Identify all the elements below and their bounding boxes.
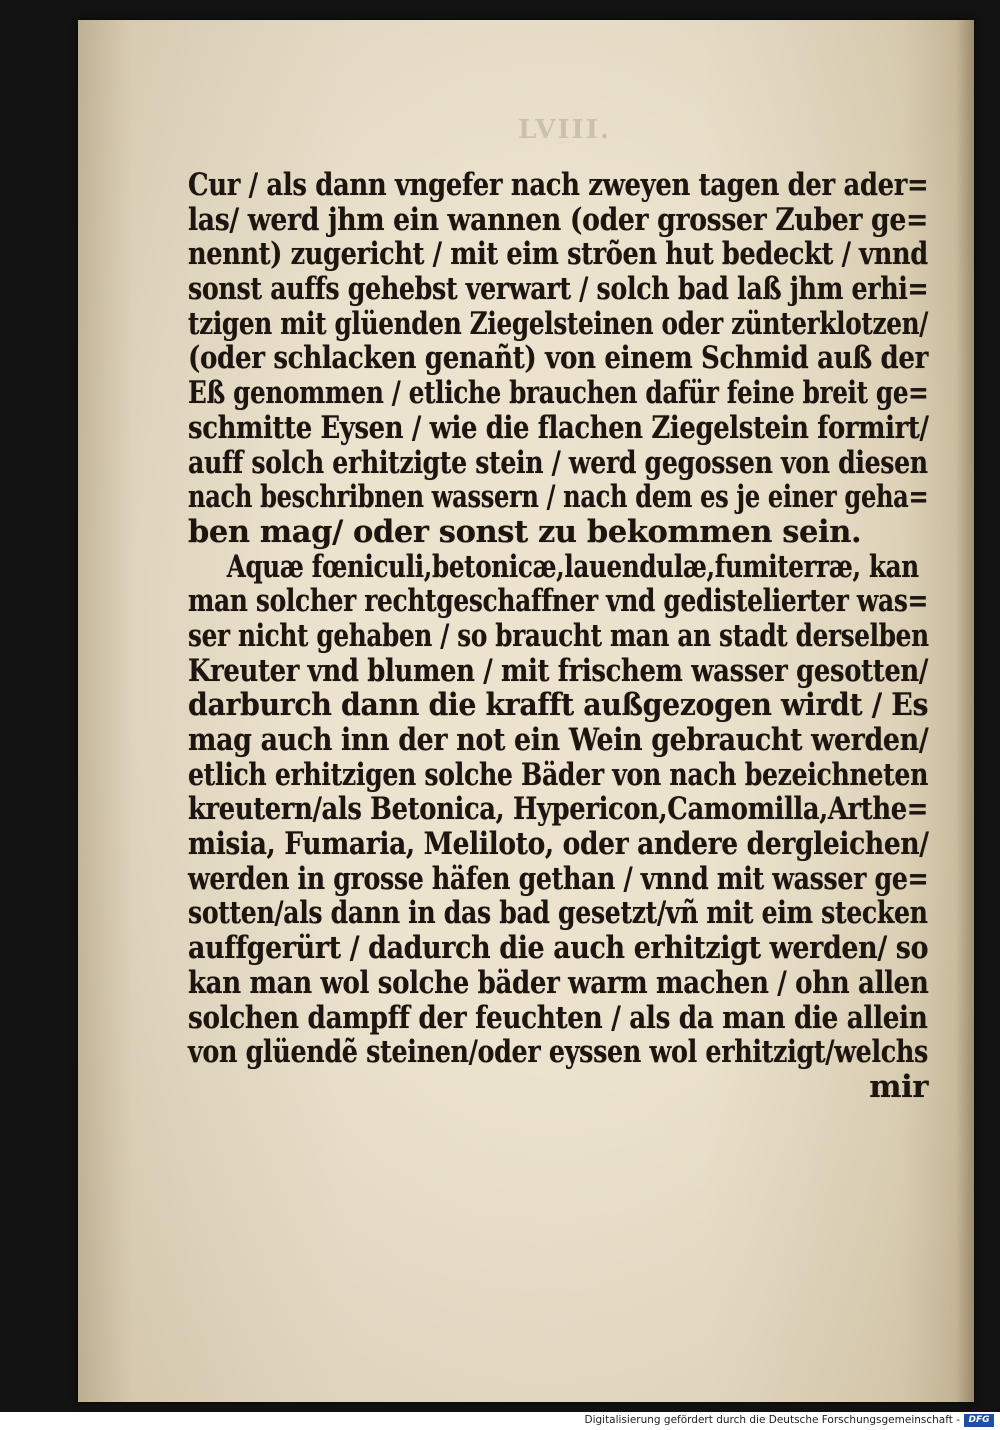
text-line: kan man wol solche bäder warm machen / ohn allen [188,964,929,1001]
text-line: solchen dampff der feuchten / als da man die allein [188,999,928,1036]
text-line: Cur / als dann vngefer nach zweyen tagen der ader= [188,167,929,203]
text-line: nach beschribnen wassern / nach dem es je einer geha= [188,479,929,516]
funding-credit: Digitalisierung gefördert durch die Deutsche Forschungsgemeinschaft - [584,1414,960,1426]
text-line: etlich erhitzigen solche Bäder von nach bezeichneten [188,756,929,793]
paragraph-start-line: Aquæ fœniculi,betonicæ,lauendulæ,fumiterræ, kan [226,548,919,585]
text-line: ben mag/ oder sonst zu bekommen sein. [188,513,862,550]
text-line: ser nicht gehaben / so braucht man an stadt derselben [188,617,929,654]
text-line: von glüendẽ steinen/oder eyssen wol erhitzigt/welchs [188,1034,928,1071]
text-line: nennt) zugericht / mit eim strõen hut bedeckt / vnnd [188,236,928,273]
text-line: mag auch inn der not ein Wein gebraucht werden/ [188,722,929,758]
folio-number: LVIII. [518,115,611,145]
text-line: werden in grosse häfen gethan / vnnd mit wasser ge= [188,860,929,897]
text-line: sonst auffs gehebst verwart / solch bad laß jhm erhi= [188,271,929,308]
footer-bar [0,1412,1000,1430]
text-line: misia, Fumaria, Meliloto, oder andere dergleichen/ [188,826,929,863]
text-line: auff solch erhitzigte stein / werd gegossen von diesen [188,444,928,481]
text-line: schmitte Eysen / wie die flachen Ziegelstein formirt/ [188,409,929,446]
book-page [78,20,974,1402]
catchword: mir [869,1068,928,1105]
text-line: Kreuter vnd blumen / mit frischem wasser gesotten/ [188,652,929,689]
text-line: tzigen mit glüenden Ziegelsteinen oder zünterklotzen/ [188,305,929,342]
text-line: man solcher rechtgeschaffner vnd gedistelierter was= [188,583,929,620]
page-edge-shadow [956,20,974,1402]
text-line: auffgerürt / dadurch die auch erhitzigt werden/ so [188,930,929,967]
text-line: kreutern/als Betonica, Hypericon,Camomilla,Arthe= [188,791,929,828]
text-line: (oder schlacken genañt) von einem Schmid auß der [188,340,929,377]
text-line: darburch dann die krafft außgezogen wirdt / Es [188,687,929,724]
text-block [188,168,928,1105]
dfg-logo-icon[interactable]: DFG [964,1414,994,1427]
text-line: Eß genommen / etliche brauchen dafür feine breit ge= [188,375,929,412]
text-line: las/ werd jhm ein wannen (oder grosser Zuber ge= [188,201,929,238]
text-line: sotten/als dann in das bad gesetzt/vñ mit eim stecken [188,895,928,932]
